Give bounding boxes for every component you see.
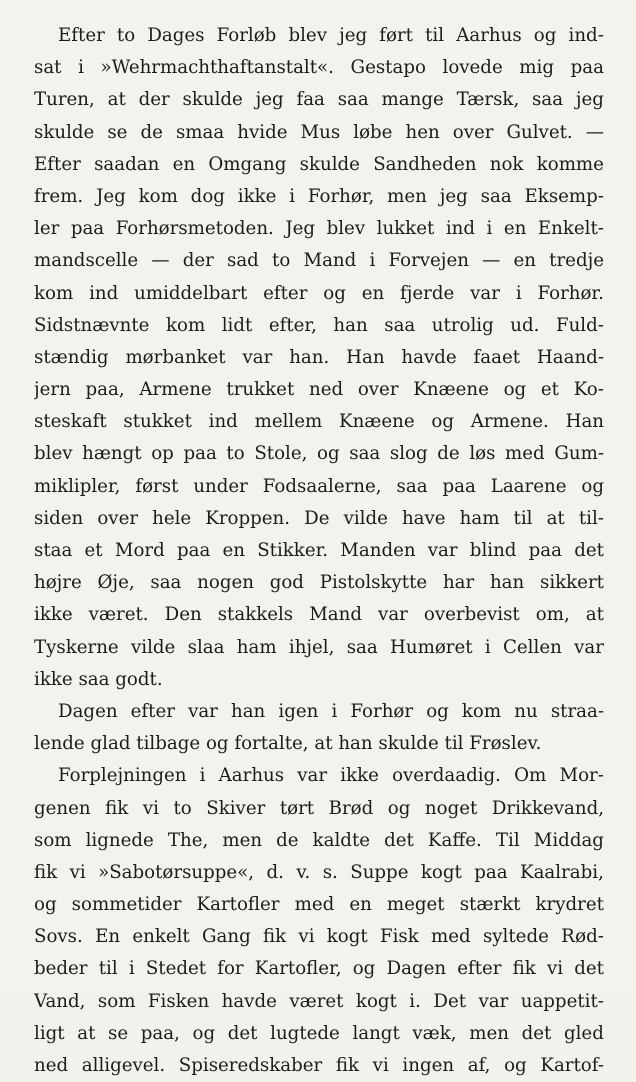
text-line: genen fik vi to Skiver tørt Brød og noget Drikkevand, (34, 797, 604, 819)
text-line: miklipler, først under Fodsaalerne, saa paa Laarene og (34, 475, 604, 497)
paragraph-1 (34, 20, 604, 696)
text-line: frem. Jeg kom dog ikke i Forhør, men jeg saa Eksemp- (34, 185, 604, 207)
text-line: kom ind umiddelbart efter og en fjerde var i Forhør. (34, 282, 604, 304)
paragraph-3 (34, 760, 604, 1082)
text-line: mandscelle — der sad to Mand i Forvejen — en tredje (34, 250, 604, 272)
text-line: ikke været. Den stakkels Mand var overbevist om, at (34, 604, 604, 626)
text-line: Forplejningen i Aarhus var ikke overdaadig. Om Mor- (58, 765, 604, 787)
text-line: ned alligevel. Spiseredskaber fik vi ingen af, og Kartof- (34, 1055, 604, 1076)
text-line: blev hængt op paa to Stole, og saa slog de løs med Gum- (34, 443, 604, 465)
text-line: som lignede The, men de kaldte det Kaffe. Til Middag (34, 829, 604, 851)
text-line: Sovs. En enkelt Gang fik vi kogt Fisk med syltede Rød- (34, 926, 604, 948)
text-line: lende glad tilbage og fortalte, at han skulde til Frøslev. (34, 733, 542, 755)
text-line: Vand, som Fisken havde været kogt i. Det var uappetit- (34, 990, 604, 1012)
text-line: Sidstnævnte kom lidt efter, han saa utrolig ud. Fuld- (34, 314, 604, 336)
text-line: staa et Mord paa en Stikker. Manden var blind paa det (34, 540, 604, 561)
text-line: ikke saa godt. (34, 668, 163, 690)
text-line: Tyskerne vilde slaa ham ihjel, saa Humøret i Cellen var (34, 636, 604, 658)
text-line: jern paa, Armene trukket ned over Knæene og et Ko- (34, 379, 604, 401)
text-line: steskaft stukket ind mellem Knæene og Armene. Han (34, 411, 604, 433)
paragraph-2 (34, 696, 604, 760)
text-line: Turen, at der skulde jeg faa saa mange Tærsk, saa jeg (34, 89, 604, 111)
text-line: siden over hele Kroppen. De vilde have ham til at til- (34, 507, 604, 529)
body-text (34, 20, 604, 1082)
text-line: ler paa Forhørsmetoden. Jeg blev lukket ind i en Enkelt- (34, 218, 604, 240)
text-line: Efter to Dages Forløb blev jeg ført til Aarhus og ind- (58, 25, 604, 46)
text-line: højre Øje, saa nogen god Pistolskytte har han sikkert (34, 572, 604, 594)
text-line: stændig mørbanket var han. Han havde faaet Haand- (34, 346, 604, 368)
text-line: ligt at se paa, og det lugtede langt væk, men det gled (34, 1022, 604, 1044)
text-line: beder til i Stedet for Kartofler, og Dagen efter fik vi det (34, 958, 604, 980)
text-line: Dagen efter var han igen i Forhør og kom nu straa- (58, 700, 604, 722)
text-line: sat i »Wehrmachthaftanstalt«. Gestapo lovede mig paa (34, 57, 604, 79)
text-line: fik vi »Sabotørsuppe«, d. v. s. Suppe kogt paa Kaalrabi, (34, 861, 604, 883)
text-line: skulde se de smaa hvide Mus løbe hen over Gulvet. — (34, 121, 604, 143)
text-line: og sommetider Kartofler med en meget stærkt krydret (34, 894, 604, 916)
text-line: Efter saadan en Omgang skulde Sandheden nok komme (34, 153, 604, 175)
